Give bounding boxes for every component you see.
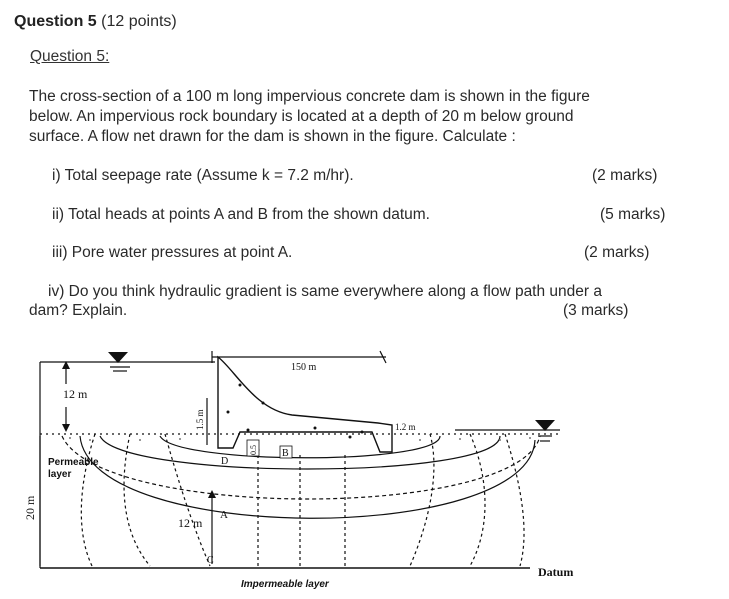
flow-line xyxy=(80,436,535,518)
dim-20-label: 20 m xyxy=(23,495,37,520)
equipotential-line xyxy=(81,434,95,566)
permeable-label-2: layer xyxy=(48,469,72,480)
point-a-label: A xyxy=(220,509,228,521)
item-4-line2: dam? Explain. xyxy=(29,302,128,319)
point-c-label: C xyxy=(207,555,214,566)
flow-line xyxy=(100,436,500,469)
dim-1-2-label: 1.2 m xyxy=(395,422,416,432)
point-d-label: D xyxy=(221,456,229,467)
question-subtitle: Question 5: xyxy=(30,48,110,65)
item-4-line1: iv) Do you think hydraulic gradient is same everywhere along a flow path under a xyxy=(48,283,602,300)
item-1-text: i) Total seepage rate (Assume k = 7.2 m/hr). xyxy=(52,167,354,184)
dim-150-label: 150 m xyxy=(291,362,317,373)
equipotential-line xyxy=(124,434,150,566)
item-1-marks: (2 marks) xyxy=(592,167,658,184)
arrow-down-icon xyxy=(62,424,70,432)
paragraph-line: below. An impervious rock boundary is located at a depth of 20 m below ground xyxy=(29,108,574,125)
impermeable-label: Impermeable layer xyxy=(241,579,329,590)
upstream-water-level-marker xyxy=(108,352,128,363)
item-3-marks: (2 marks) xyxy=(584,244,650,261)
dim-12-mid-label: 12 m xyxy=(178,516,203,530)
flow-line xyxy=(160,436,440,458)
item-2-marks: (5 marks) xyxy=(600,206,666,223)
ground-hatch xyxy=(69,437,531,441)
question-title: Question 5 xyxy=(14,13,97,30)
item-4-marks: (3 marks) xyxy=(563,302,629,319)
equipotential-line xyxy=(165,434,210,566)
paragraph-line: surface. A flow net drawn for the dam is shown in the figure. Calculate : xyxy=(29,128,516,145)
question-points: (12 points) xyxy=(101,13,177,30)
permeable-label-1: Permeable xyxy=(48,457,99,468)
dim-12-top-label: 12 m xyxy=(63,387,88,401)
equipotential-line xyxy=(410,434,434,566)
dim-0-5-label: 0.5 xyxy=(249,445,258,455)
datum-label: Datum xyxy=(538,565,574,579)
item-3-text: iii) Pore water pressures at point A. xyxy=(52,244,293,261)
paragraph-line: The cross-section of a 100 m long impervious concrete dam is shown in the figure xyxy=(29,88,590,105)
equipotential-line xyxy=(505,434,524,566)
downstream-water-level-marker xyxy=(535,420,555,431)
point-b-label: B xyxy=(282,448,289,459)
dim-1-5-label: 1.5 m xyxy=(195,409,205,430)
item-2-text: ii) Total heads at points A and B from the shown datum. xyxy=(52,206,430,223)
